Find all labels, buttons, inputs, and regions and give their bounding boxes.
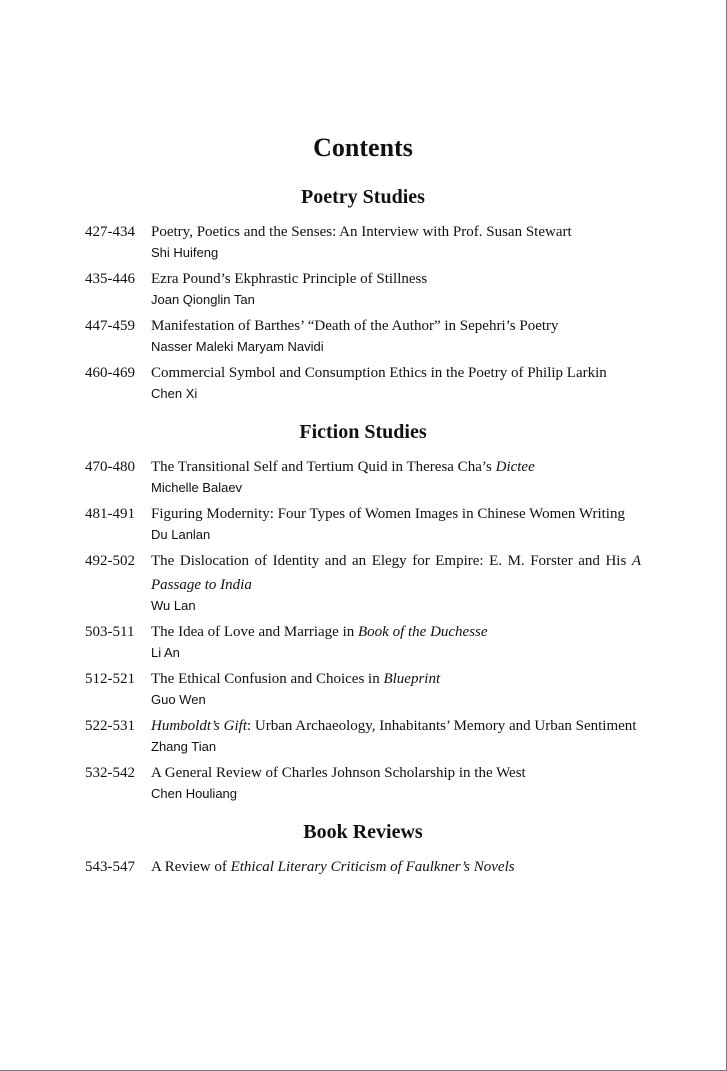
article-title-text: A General Review of Charles Johnson Scholarship in the West xyxy=(151,765,526,781)
article-title-text: The Idea of Love and Marriage in xyxy=(151,624,358,640)
article-title-text: Poetry, Poetics and the Senses: An Interview with Prof. Susan Stewart xyxy=(151,224,572,240)
article-title-italic: A Passage to India xyxy=(151,553,641,593)
section-heading: Poetry Studies xyxy=(301,186,425,208)
page-range: 492-502 xyxy=(85,553,135,569)
article-author: Michelle Balaev xyxy=(151,480,243,495)
toc-entry xyxy=(85,220,641,262)
page-range: 481-491 xyxy=(85,506,135,522)
toc-entry xyxy=(85,761,641,803)
article-title-italic: Blueprint xyxy=(383,671,441,687)
article-title xyxy=(151,502,641,526)
entry-body xyxy=(151,314,641,356)
entry-body xyxy=(151,761,641,803)
entry-body xyxy=(151,502,641,544)
article-author: Nasser Maleki Maryam Navidi xyxy=(151,339,324,354)
article-title xyxy=(151,761,641,785)
toc-entry xyxy=(85,549,641,615)
article-author: Joan Qionglin Tan xyxy=(151,292,255,307)
article-title-text: The Ethical Confusion and Choices in xyxy=(151,671,384,687)
article-title xyxy=(151,314,641,338)
article-title-text: : Urban Archaeology, Inhabitants’ Memory and Urban Sentiment xyxy=(246,718,637,734)
page-range: 427-434 xyxy=(85,224,135,240)
entry-body xyxy=(151,714,641,756)
page-range: 522-531 xyxy=(85,718,135,734)
entry-body xyxy=(151,855,641,879)
article-title xyxy=(151,361,641,385)
toc-entry xyxy=(85,620,641,662)
page-range: 532-542 xyxy=(85,765,135,781)
sections-container xyxy=(85,184,641,879)
entry-body xyxy=(151,267,641,309)
article-title xyxy=(151,667,641,691)
article-title-text: Manifestation of Barthes’ “Death of the Author” in Sepehri’s Poetry xyxy=(151,318,559,334)
article-title-text: The Transitional Self and Tertium Quid in Theresa Cha’s xyxy=(151,459,496,475)
toc-entry xyxy=(85,455,641,497)
toc-section xyxy=(85,419,641,803)
page-title: Contents xyxy=(313,133,413,162)
article-title-text: Ezra Pound’s Ekphrastic Principle of Stillness xyxy=(151,271,428,287)
entry-body xyxy=(151,455,641,497)
article-author: Du Lanlan xyxy=(151,527,211,542)
toc-entry xyxy=(85,855,641,879)
article-title xyxy=(151,549,641,597)
article-author: Wu Lan xyxy=(151,598,196,613)
entry-body xyxy=(151,667,641,709)
article-title xyxy=(151,714,641,738)
section-heading: Book Reviews xyxy=(303,821,423,843)
section-heading: Fiction Studies xyxy=(299,421,427,443)
toc-entry xyxy=(85,714,641,756)
page-range: 503-511 xyxy=(85,624,135,640)
article-title-italic: Humboldt’s Gift xyxy=(151,718,247,734)
toc-section xyxy=(85,819,641,879)
article-author: Zhang Tian xyxy=(151,739,217,754)
page-range: 543-547 xyxy=(85,859,135,875)
article-title xyxy=(151,620,641,644)
entry-body xyxy=(151,220,641,262)
article-title xyxy=(151,220,641,244)
article-title xyxy=(151,855,641,879)
toc-entry xyxy=(85,314,641,356)
article-author: Shi Huifeng xyxy=(151,245,219,260)
article-author: Chen Houliang xyxy=(151,786,238,801)
article-title-text: Commercial Symbol and Consumption Ethics in the Poetry of Philip Larkin xyxy=(151,365,607,381)
page-range: 460-469 xyxy=(85,365,135,381)
article-title xyxy=(151,267,641,291)
toc-entry xyxy=(85,267,641,309)
toc-section xyxy=(85,184,641,403)
article-title-italic: Dictee xyxy=(495,459,535,475)
toc-entry xyxy=(85,502,641,544)
article-title-italic: Book of the Duchesse xyxy=(358,624,488,640)
article-author: Chen Xi xyxy=(151,386,198,401)
article-title-text: The Dislocation of Identity and an Elegy for Empire: E. M. Forster and His xyxy=(151,553,632,569)
entry-body xyxy=(151,549,641,615)
toc-entry xyxy=(85,361,641,403)
page-range: 435-446 xyxy=(85,271,135,287)
contents-page xyxy=(85,130,641,895)
page-range: 512-521 xyxy=(85,671,135,687)
page-range: 470-480 xyxy=(85,459,135,475)
article-author: Guo Wen xyxy=(151,692,206,707)
article-title xyxy=(151,455,641,479)
page-range: 447-459 xyxy=(85,318,135,334)
article-title-text: A Review of xyxy=(151,859,231,875)
article-title-text: Figuring Modernity: Four Types of Women Images in Chinese Women Writing xyxy=(151,506,625,522)
entry-body xyxy=(151,361,641,403)
article-title-italic: Ethical Literary Criticism of Faulkner’s Novels xyxy=(230,859,515,875)
article-author: Li An xyxy=(151,645,180,660)
toc-entry xyxy=(85,667,641,709)
entry-body xyxy=(151,620,641,662)
